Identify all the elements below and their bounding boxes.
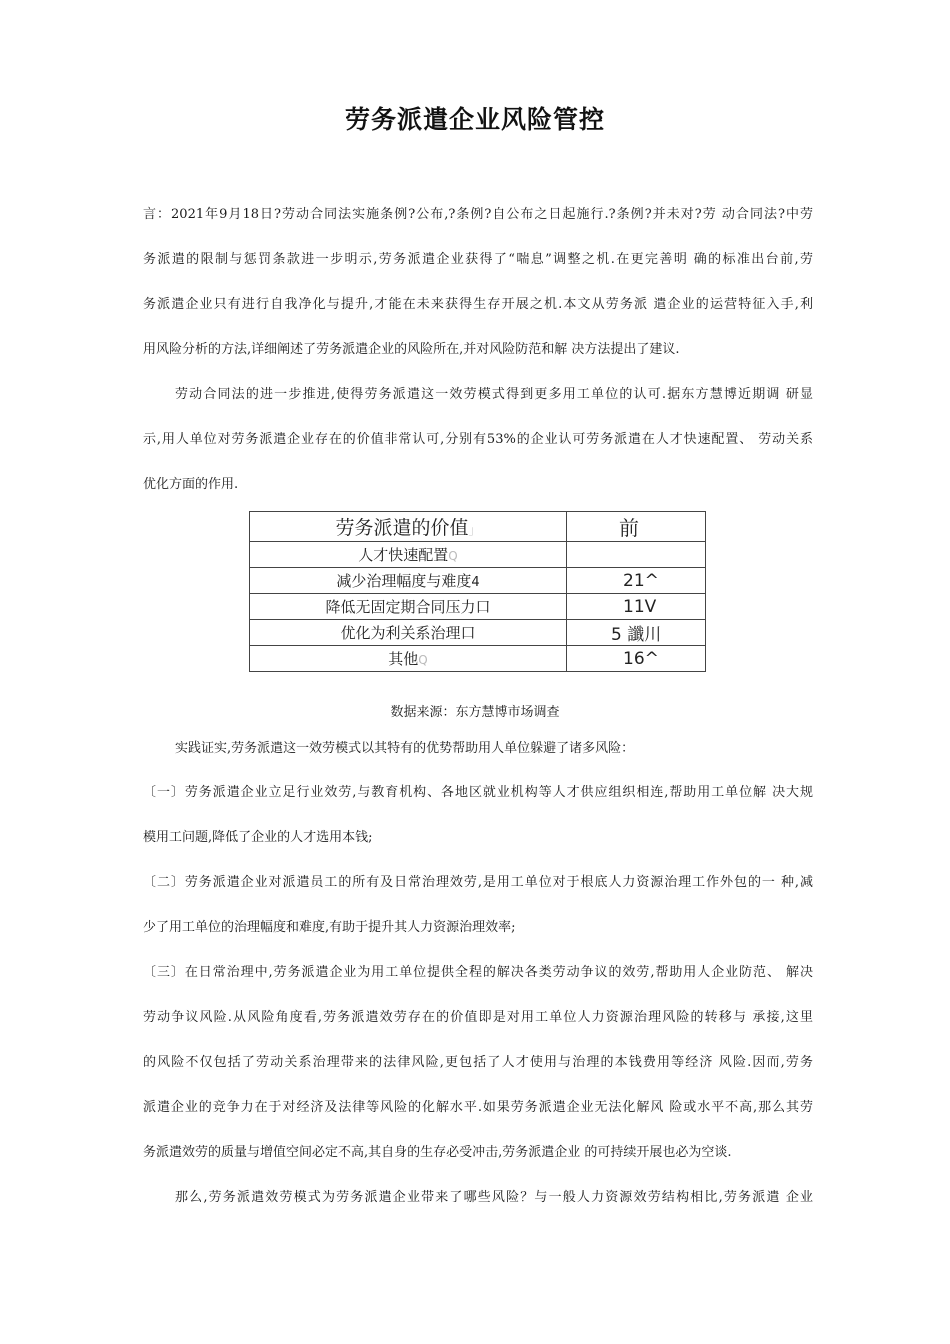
row-label-mark: Q (418, 653, 428, 667)
header-label-text: 劳务派遣的价值 (335, 517, 469, 539)
table-row (250, 594, 706, 620)
intro-line: 用风险分析的方法,详细阐述了劳务派遣企业的风险所在,并对风险防范和解 决方法提出了建议. (143, 342, 680, 357)
table-row (250, 568, 706, 594)
body-line: 那么,劳务派遣效劳模式为劳务派遣企业带来了哪些风险？与一般人力资源效劳结构相比,劳务派遣 企业 (175, 1190, 813, 1205)
table-row-value: 21^ (567, 568, 706, 594)
row-label-mark: 4 (471, 575, 480, 590)
body-line: 〔二〕劳务派遣企业对派遣员工的所有及日常治理效劳,是用工单位对于根底人力资源治理工作外包的一 种,减 (143, 875, 813, 890)
value-table (249, 511, 706, 672)
body-line: 模用工问题,降低了企业的人才选用本钱; (143, 830, 373, 845)
para-line: 劳动合同法的进一步推进,使得劳务派遣这一效劳模式得到更多用工单位的认可.据东方慧博近期调 研显 (175, 387, 813, 402)
table-row-label (250, 620, 567, 646)
row-label-mark: 口 (475, 598, 491, 616)
row-label-mark: 口 (460, 624, 476, 642)
table-row-label (250, 646, 567, 672)
row-label-mark: Q (448, 549, 458, 563)
para-line: 示,用人单位对劳务派遣企业存在的价值非常认可,分别有53%的企业认可劳务派遣在人才快速配置、 劳动关系 (143, 432, 813, 447)
table-header-label (250, 512, 567, 542)
body-line: 务派遣效劳的质量与增值空间必定不高,其自身的生存必受冲击,劳务派遣企业 的可持续开展也必为空谈. (143, 1145, 732, 1160)
table-header-value: 前 (567, 512, 706, 542)
table-row-value: 11V (567, 594, 706, 620)
row-label-text: 降低无固定期合同压力 (325, 598, 476, 616)
body-line: 实践证实,劳务派遣这一效劳模式以其特有的优势帮助用人单位躲避了诸多风险： (175, 741, 635, 756)
table-row-label (250, 542, 567, 568)
table-row (250, 646, 706, 672)
table-row (250, 542, 706, 568)
intro-line: 言：2021年9月18日?劳动合同法实施条例?公布,?条例?自公布之日起施行.?条例?并未对?劳 动合同法?中劳 (143, 207, 813, 222)
row-label-text: 减少治理幅度与难度 (336, 572, 472, 590)
intro-line: 务派遣的限制与惩罚条款进一步明示,劳务派遣企业获得了“喘息”调整之机.在更完善明 确的标准出台前,劳 (143, 252, 813, 267)
row-label-text: 人才快速配置 (358, 546, 449, 564)
document-title: 劳务派遣企业风险管控 (344, 105, 605, 134)
row-label-text: 其他 (388, 650, 419, 668)
table-row-label (250, 594, 567, 620)
header-label-mark: 」 (468, 523, 481, 537)
table-row-value: 5 讖川 (567, 620, 706, 646)
para-line: 优化方面的作用. (143, 477, 239, 492)
body-line: 〔一〕劳务派遣企业立足行业效劳,与教育机构、各地区就业机构等人才供应组织相连,帮助用工单位解 决大规 (143, 785, 813, 800)
body-line: 派遣企业的竞争力在于对经济及法律等风险的化解水平.如果劳务派遣企业无法化解风 险或水平不高,那么其劳 (143, 1100, 813, 1115)
body-line: 〔三〕在日常治理中,劳务派遣企业为用工单位提供全程的解决各类劳动争议的效劳,帮助用人企业防范、 解决 (143, 965, 813, 980)
table-row (250, 620, 706, 646)
body-line: 劳动争议风险.从风险角度看,劳务派遣效劳存在的价值即是对用工单位人力资源治理风险的转移与 承接,这里 (143, 1010, 813, 1025)
row-label-text: 优化为利关系治理 (340, 624, 461, 642)
body-line: 少了用工单位的治理幅度和难度,有助于提升其人力资源治理效率; (143, 920, 516, 935)
body-line: 的风险不仅包括了劳动关系治理带来的法律风险,更包括了人才使用与治理的本钱费用等经济 风险.因而,劳务 (143, 1055, 813, 1070)
intro-line: 务派遣企业只有进行自我净化与提升,才能在未来获得生存开展之机.本文从劳务派 遣企业的运营特征入手,利 (143, 297, 813, 312)
table-header-row (250, 512, 706, 542)
table-caption: 数据来源：东方慧博市场调查 (390, 705, 560, 720)
table-row-label (250, 568, 567, 594)
table-row-value (567, 542, 706, 568)
table-row-value: 16^ (567, 646, 706, 672)
